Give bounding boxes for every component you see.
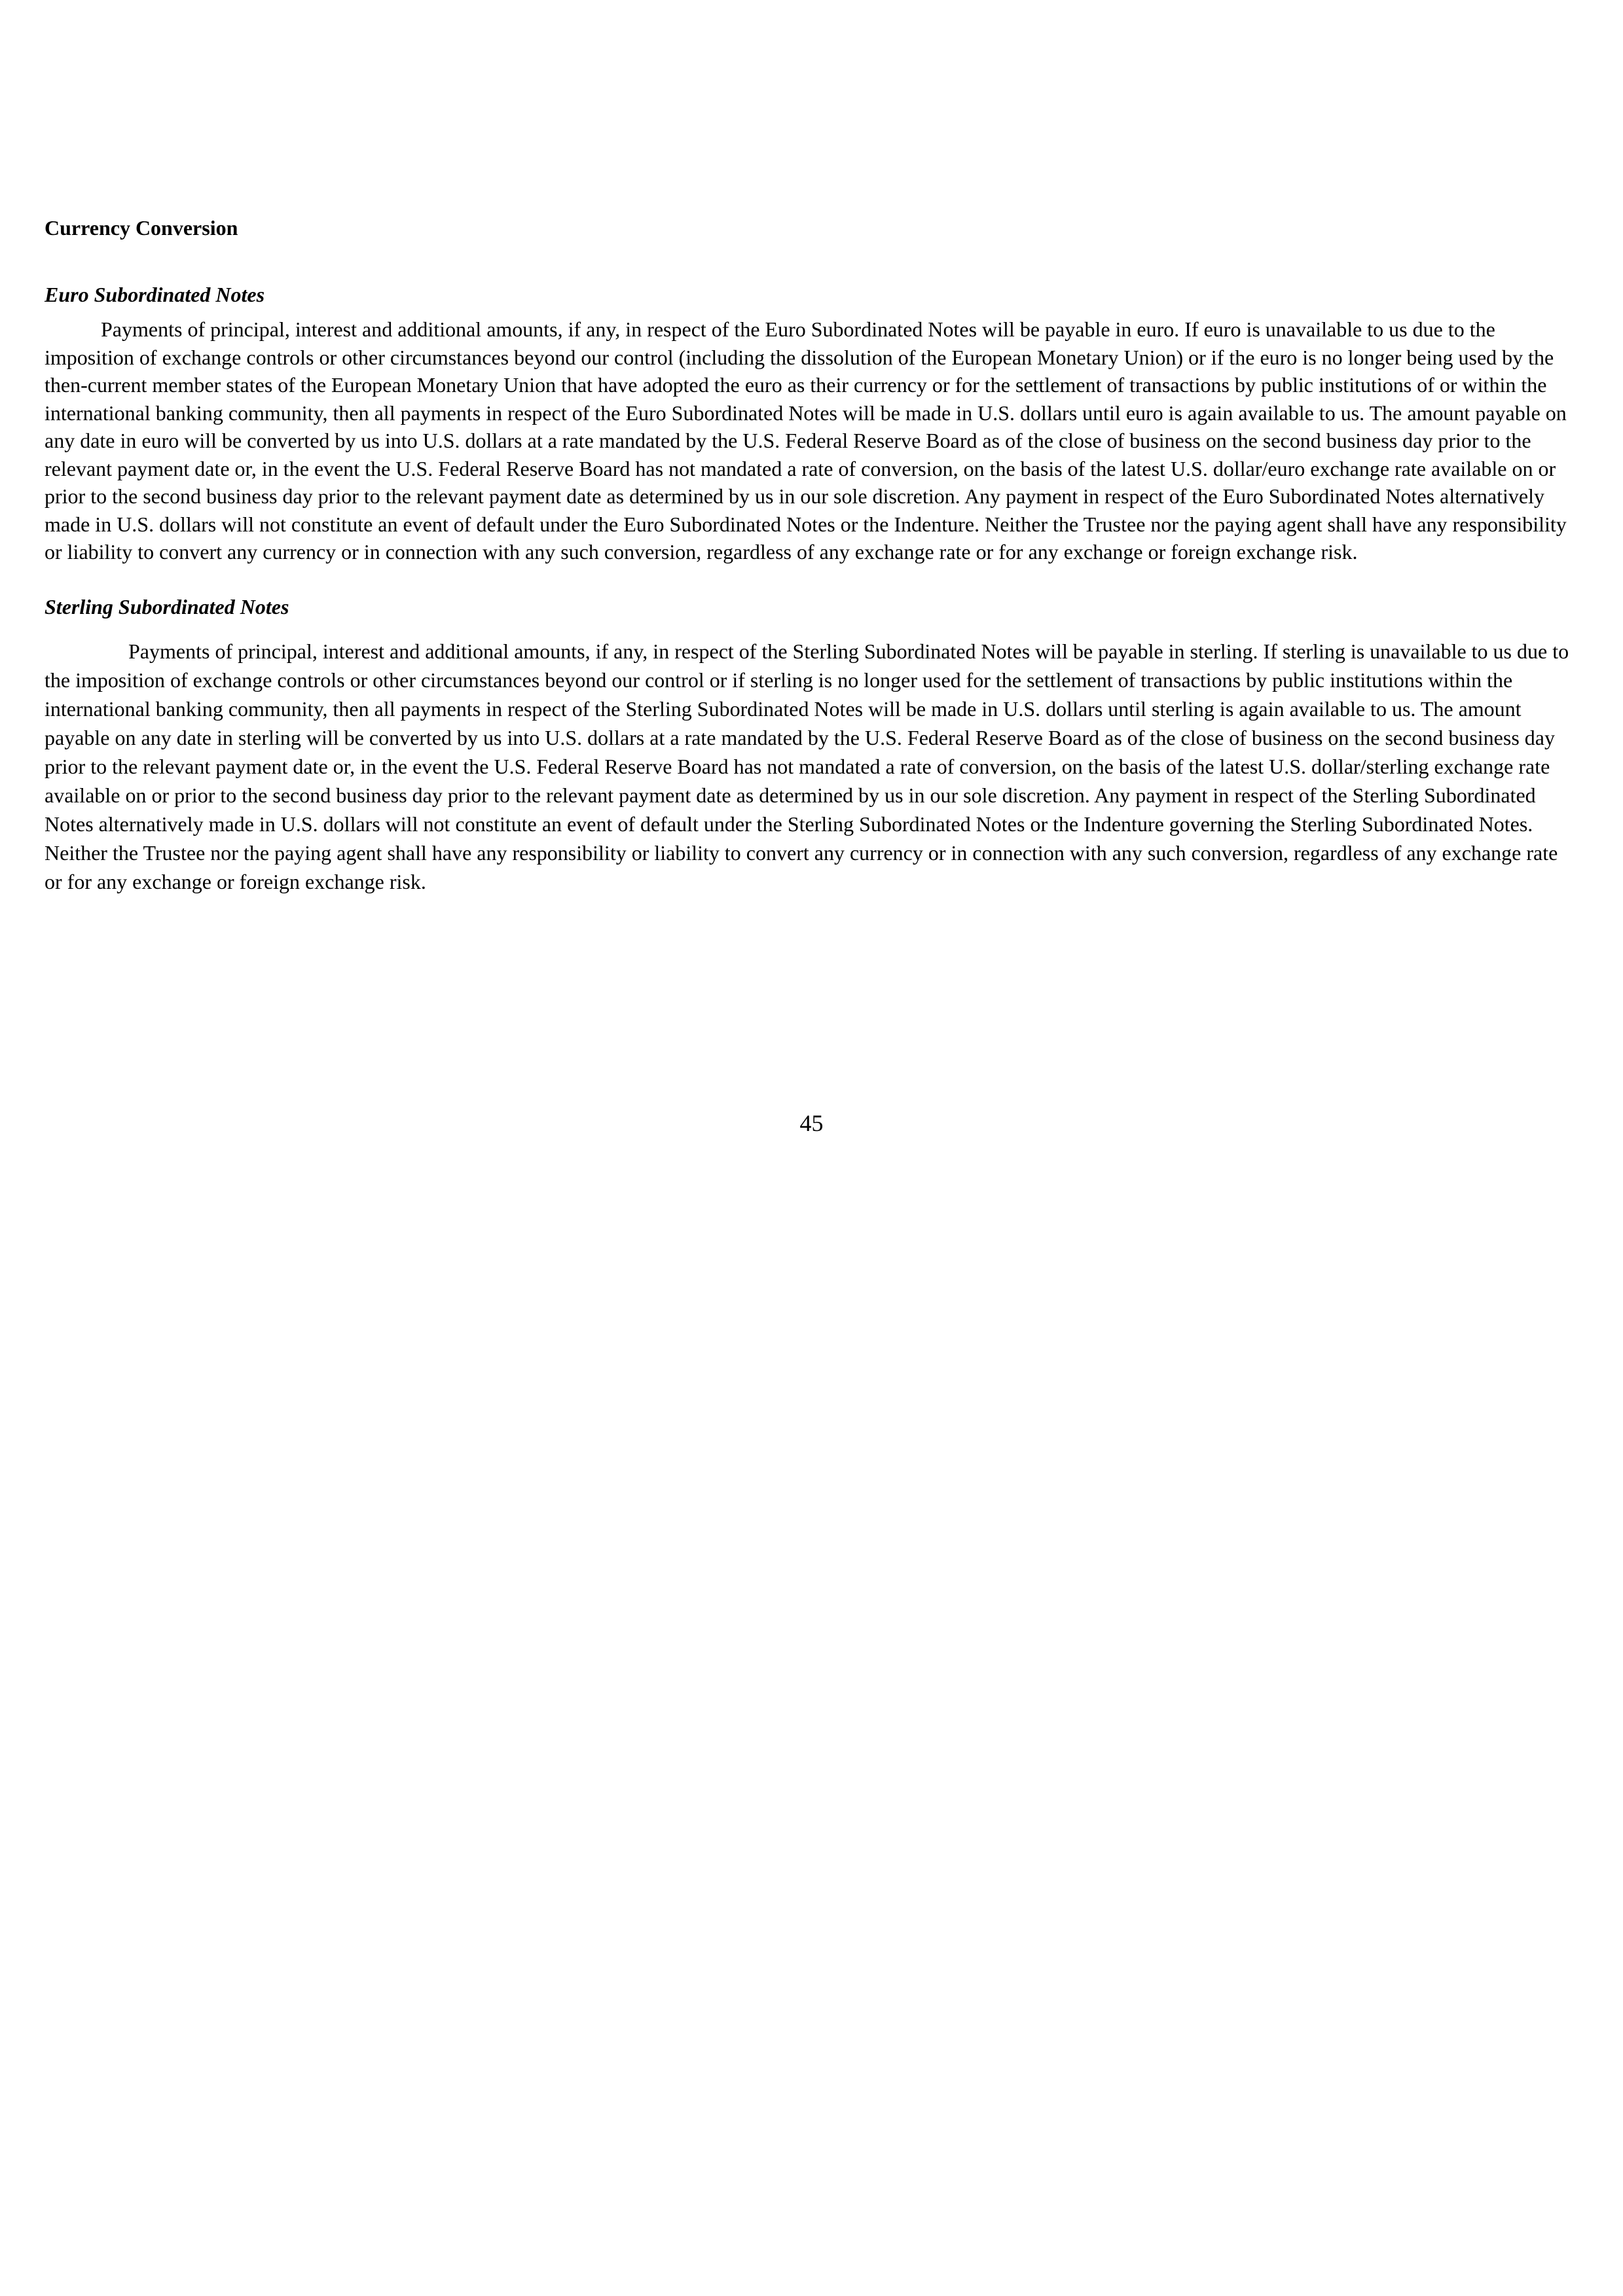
euro-subordinated-notes-heading: Euro Subordinated Notes <box>45 283 265 306</box>
page-number: 45 <box>799 1110 824 1136</box>
document-body <box>45 213 1574 896</box>
section-title: Currency Conversion <box>45 216 238 240</box>
sterling-subordinated-notes-paragraph: Payments of principal, interest and additional amounts, if any, in respect of the Sterling Subordinated Notes will be payable in sterling. If sterling is unavailable to us due to the imposition of exchange controls or other circumstances beyond our control or if sterling is no longer used for the settlement of transactions by public institutions within the international banking community, then all payments in respect of the Sterling Subordinated Notes will be made in U.S. dollars until sterling is again available to us. The amount payable on any date in sterling will be converted by us into U.S. dollars at a rate mandated by the U.S. Federal Reserve Board as of the close of business on the second business day prior to the relevant payment date or, in the event the U.S. Federal Reserve Board has not mandated a rate of conversion, on the basis of the latest U.S. dollar/sterling exchange rate available on or prior to the second business day prior to the relevant payment date as determined by us in our sole discretion. Any payment in respect of the Sterling Subordinated Notes alternatively made in U.S. dollars will not constitute an event of default under the Sterling Subordinated Notes or the Indenture governing the Sterling Subordinated Notes. Neither the Trustee nor the paying agent shall have any responsibility or liability to convert any currency or in connection with any such conversion, regardless of any exchange rate or for any exchange or foreign exchange risk. <box>45 639 1569 893</box>
sterling-subordinated-notes-heading: Sterling Subordinated Notes <box>45 594 289 619</box>
euro-subordinated-notes-paragraph: Payments of principal, interest and additional amounts, if any, in respect of the Euro Subordinated Notes will be payable in euro. If euro is unavailable to us due to the imposition of exchange controls or other circumstances beyond our control (including the dissolution of the European Monetary Union) or if the euro is no longer being used by the then-current member states of the European Monetary Union that have adopted the euro as their currency or for the settlement of transactions by public institutions of or within the international banking community, then all payments in respect of the Euro Subordinated Notes will be made in U.S. dollars until euro is again available to us. The amount payable on any date in euro will be converted by us into U.S. dollars at a rate mandated by the U.S. Federal Reserve Board as of the close of business on the second business day prior to the relevant payment date or, in the event the U.S. Federal Reserve Board has not mandated a rate of conversion, on the basis of the latest U.S. dollar/euro exchange rate available on or prior to the second business day prior to the relevant payment date as determined by us in our sole discretion. Any payment in respect of the Euro Subordinated Notes alternatively made in U.S. dollars will not constitute an event of default under the Euro Subordinated Notes or the Indenture. Neither the Trustee nor the paying agent shall have any responsibility or liability to convert any currency or in connection with any such conversion, regardless of any exchange rate or for any exchange or foreign exchange risk. <box>45 317 1567 564</box>
